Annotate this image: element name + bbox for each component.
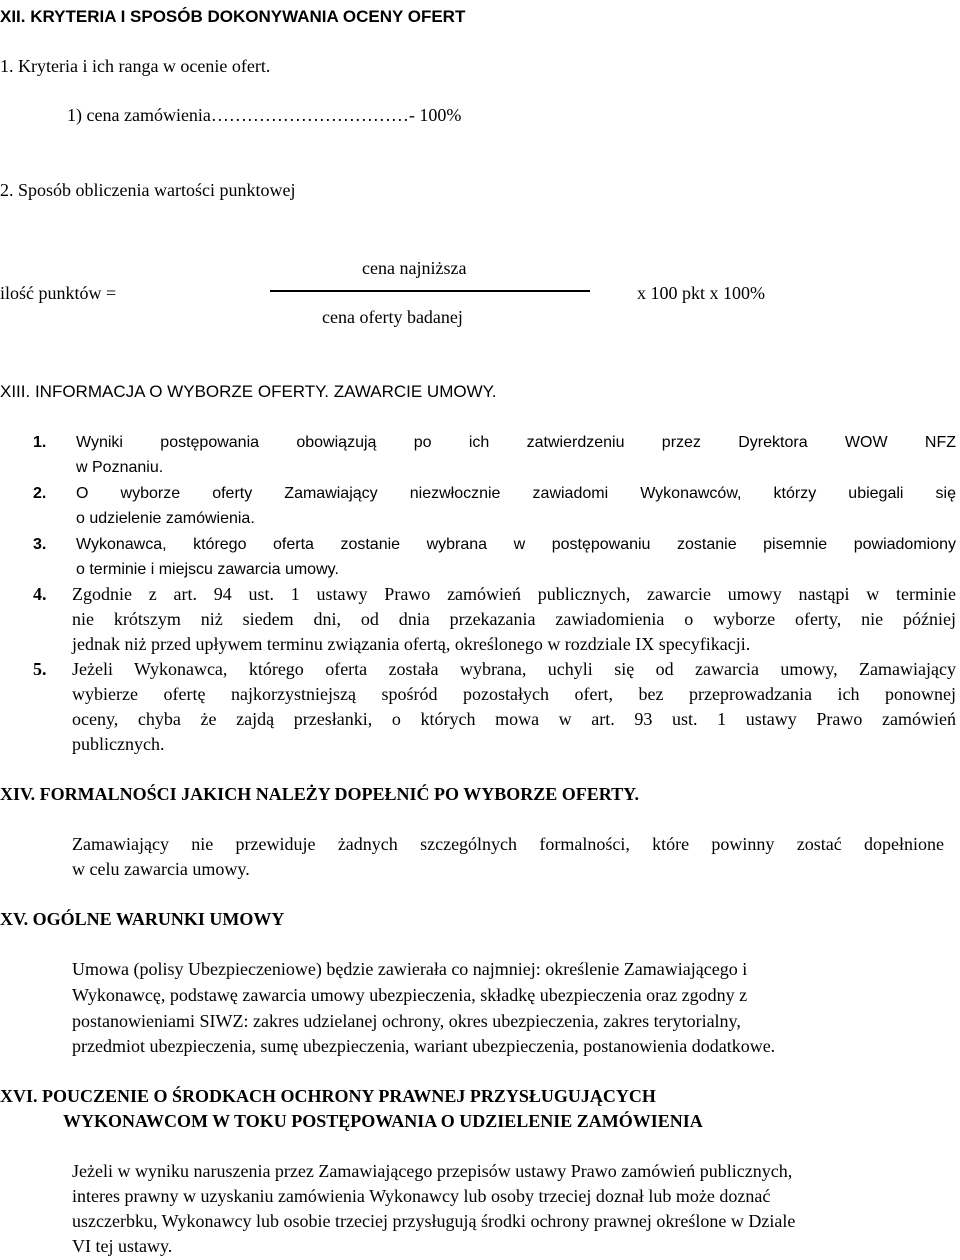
item-2-line2: o udzielenie zamówienia. xyxy=(76,510,255,527)
formula-denominator: cena oferty badanej xyxy=(322,307,463,327)
item-3-line2: o terminie i miejscu zawarcia umowy. xyxy=(76,561,339,578)
formula-lhs: ilość punktów = xyxy=(0,283,117,303)
section-xvi-line2: interes prawny w uzyskaniu zamówienia Wykonawcy lub osoby trzeciej doznał lub może doznać xyxy=(72,1186,771,1206)
item-2-line1: O wyborze oferty Zamawiający niezwłocznie zawiadomi Wykonawców, którzy ubiegali się xyxy=(76,485,956,502)
section-xvi-heading-line2: WYKONAWCOM W TOKU POSTĘPOWANIA O UDZIELENIE ZAMÓWIENIA xyxy=(63,1111,703,1131)
item-3-line1: Wykonawca, którego oferta zostanie wybrana w postępowaniu zostanie pisemnie powiadomiony xyxy=(76,536,956,553)
item-4-number: 4. xyxy=(33,584,47,604)
item-2-number: 2. xyxy=(33,485,47,502)
formula-rhs: x 100 pkt x 100% xyxy=(637,283,765,303)
item-1-number: 1. xyxy=(33,434,47,451)
section-xv-line1: Umowa (polisy Ubezpieczeniowe) będzie zawierała co najmniej: określenie Zamawiającego i xyxy=(72,959,748,979)
section-xvi-line1: Jeżeli w wyniku naruszenia przez Zamawiającego przepisów ustawy Prawo zamówień publicznych, xyxy=(72,1161,793,1181)
formula-numerator: cena najniższa xyxy=(362,258,467,278)
fraction-bar xyxy=(270,290,590,292)
criteria-title: 1. Kryteria i ich ranga w ocenie ofert. xyxy=(0,56,271,76)
item-4-line1: Zgodnie z art. 94 ust. 1 ustawy Prawo zamówień publicznych, zawarcie umowy nastąpi w terminie xyxy=(72,584,956,604)
item-1-line2: w Poznaniu. xyxy=(76,459,164,476)
item-3-number: 3. xyxy=(33,536,47,553)
section-xvi-heading-line1: XVI. POUCZENIE O ŚRODKACH OCHRONY PRAWNEJ PRZYSŁUGUJĄCYCH xyxy=(0,1086,656,1106)
item-1-line1: Wyniki postępowania obowiązują po ich zatwierdzeniu przez Dyrektora WOW NFZ xyxy=(76,434,956,451)
item-5-line2: wybierze ofertę najkorzystniejszą spośród pozostałych ofert, bez przeprowadzania ich ponownej xyxy=(72,684,956,704)
item-5-line1: Jeżeli Wykonawca, którego oferta została wybrana, uchyli się od zawarcia umowy, Zamawiający xyxy=(72,659,956,679)
criterion-price: 1) cena zamówienia……………………………- 100% xyxy=(67,105,462,125)
section-xv-line4: przedmiot ubezpieczenia, sumę ubezpieczenia, wariant ubezpieczenia, postanowienia dodatkowe. xyxy=(72,1036,776,1056)
section-xiii-heading: XIII. INFORMACJA O WYBORZE OFERTY. ZAWARCIE UMOWY. xyxy=(0,382,497,401)
section-xv-heading: XV. OGÓLNE WARUNKI UMOWY xyxy=(0,909,285,929)
method-title: 2. Sposób obliczenia wartości punktowej xyxy=(0,180,296,200)
section-xii-heading: XII. KRYTERIA I SPOSÓB DOKONYWANIA OCENY OFERT xyxy=(0,7,466,26)
section-xiv-line1: Zamawiający nie przewiduje żadnych szczególnych formalności, które powinny zostać dopełnione xyxy=(72,834,944,854)
item-4-line2: nie krótszym niż siedem dni, od dnia przekazania zawiadomienia o wyborze oferty, nie później xyxy=(72,609,956,629)
item-5-line3: oceny, chyba że zajdą przesłanki, o których mowa w art. 93 ust. 1 ustawy Prawo zamówień xyxy=(72,709,956,729)
section-xiv-heading: XIV. FORMALNOŚCI JAKICH NALEŻY DOPEŁNIĆ PO WYBORZE OFERTY. xyxy=(0,784,639,804)
section-xvi-line3: uszczerbku, Wykonawcy lub osobie trzeciej przysługują środki ochrony prawnej określone w Dziale xyxy=(72,1211,796,1231)
item-4-line3: jednak niż przed upływem terminu związania ofertą, określonego w rozdziale IX specyfikacji. xyxy=(72,634,751,654)
section-xvi-line4: VI tej ustawy. xyxy=(72,1236,173,1256)
section-xv-line3: postanowieniami SIWZ: zakres udzielanej ochrony, okres ubezpieczenia, zakres terytorialny, xyxy=(72,1011,741,1031)
section-xiv-line2: w celu zawarcia umowy. xyxy=(72,859,250,879)
section-xv-line2: Wykonawcę, podstawę zawarcia umowy ubezpieczenia, składkę ubezpieczenia oraz zgodny z xyxy=(72,985,748,1005)
item-5-line4: publicznych. xyxy=(72,734,165,754)
item-5-number: 5. xyxy=(33,659,47,679)
